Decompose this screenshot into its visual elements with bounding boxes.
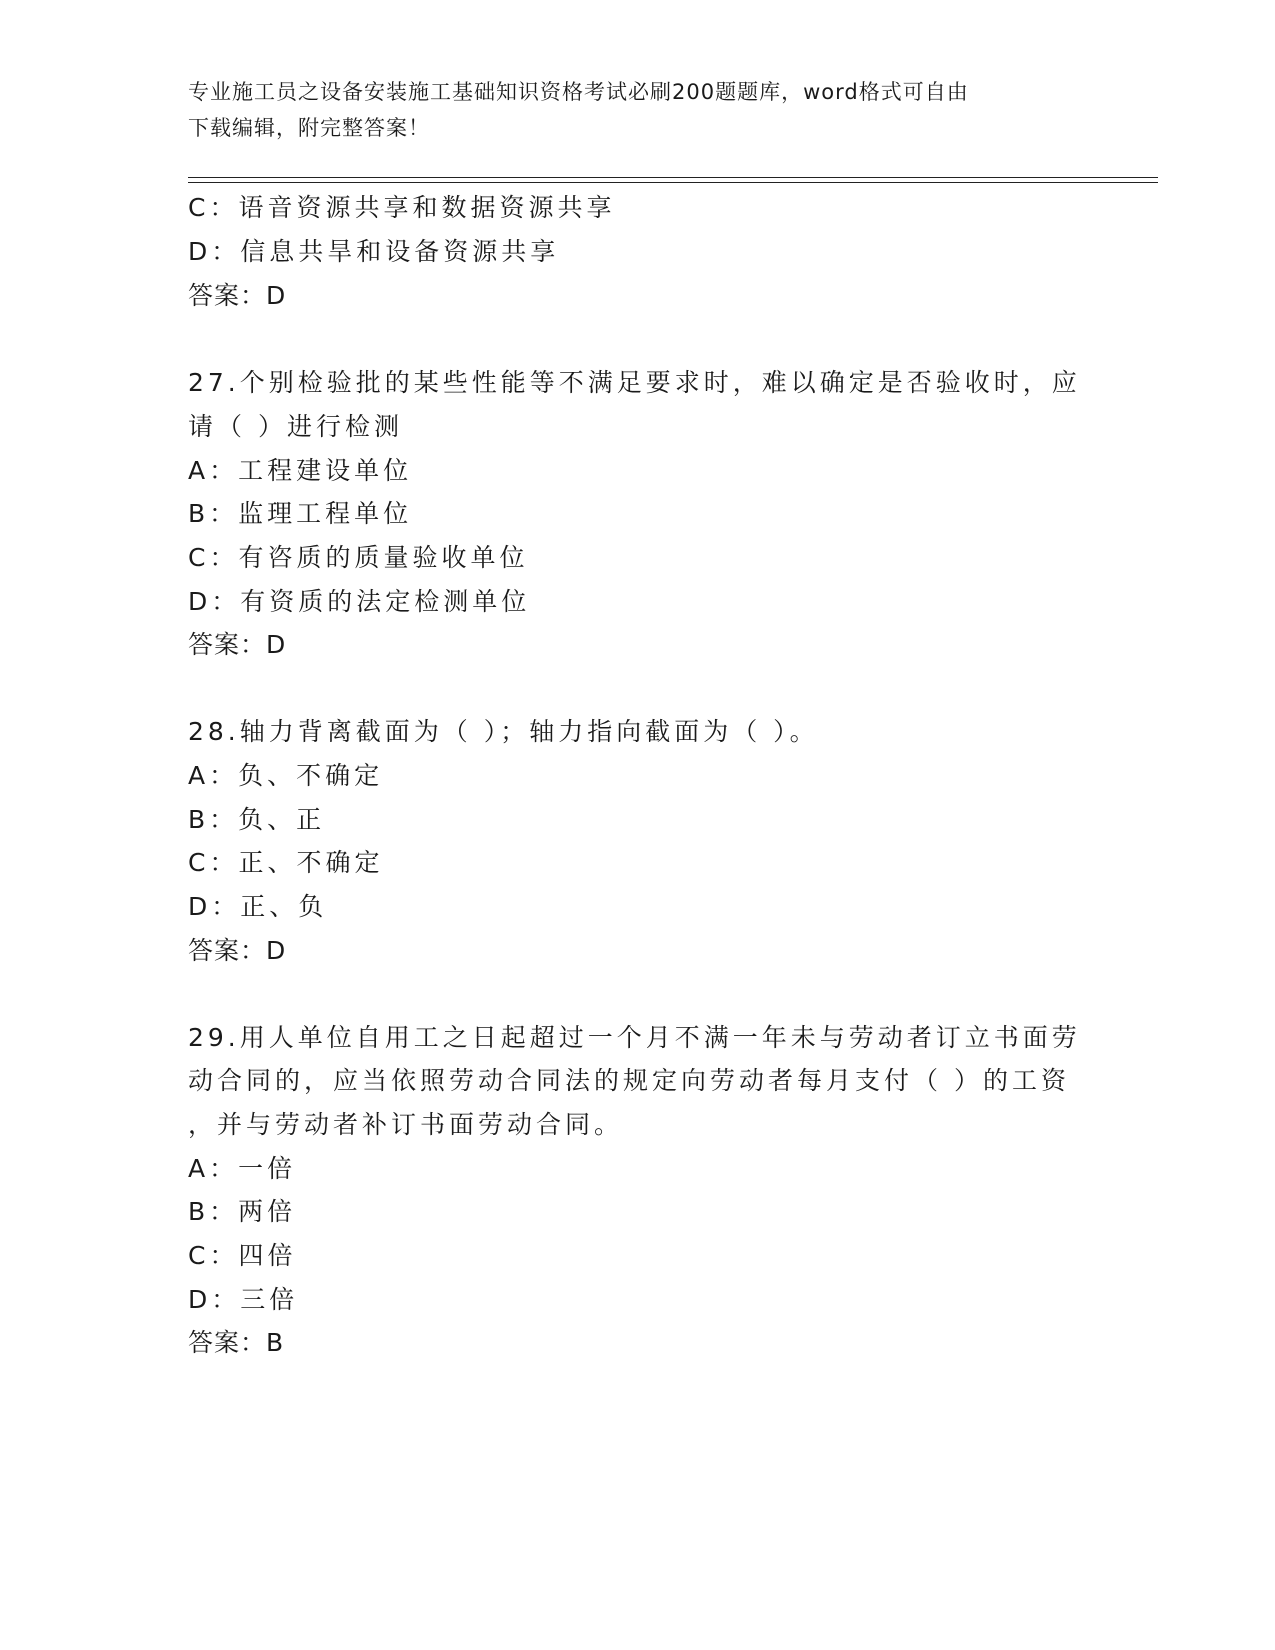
q28-option-b: B：负、正 — [188, 805, 326, 834]
q27-option-b: B：监理工程单位 — [188, 499, 413, 528]
q27-answer: 答案：D — [188, 630, 287, 659]
q28-answer: 答案：D — [188, 936, 287, 965]
q27-stem-line-2: 请（ ）进行检测 — [188, 412, 403, 441]
header-line-1: 专业施工员之设备安装施工基础知识资格考试必刷200题题库，word格式可自由 — [188, 80, 969, 104]
document-header — [188, 74, 1068, 146]
q29-option-d: D：三倍 — [188, 1285, 299, 1314]
q28-option-a: A：负、不确定 — [188, 761, 384, 790]
q28-option-c: C：正、不确定 — [188, 848, 384, 877]
q27-option-d: D：有资质的法定检测单位 — [188, 587, 531, 616]
q29-option-a: A：一倍 — [188, 1154, 297, 1183]
q28-stem-line-1: 28.轴力背离截面为（ ）；轴力指向截面为（ ）。 — [188, 717, 819, 746]
header-rule-top — [188, 177, 1158, 178]
q29-option-c: C：四倍 — [188, 1241, 297, 1270]
q26-answer: 答案：D — [188, 281, 287, 310]
q29-stem-line-2: 动合同的，应当依照劳动合同法的规定向劳动者每月支付（ ）的工资 — [188, 1066, 1070, 1095]
q27-option-c: C：有咨质的质量验收单位 — [188, 543, 529, 572]
q29-stem-line-3: ，并与劳动者补订书面劳动合同。 — [188, 1110, 624, 1139]
q29-option-b: B：两倍 — [188, 1197, 297, 1226]
q29-stem-line-1: 29.用人单位自用工之日起超过一个月不满一年未与劳动者订立书面劳 — [188, 1023, 1081, 1052]
q26-option-c: C：语音资源共享和数据资源共享 — [188, 193, 616, 222]
q26-option-d: D：信息共旱和设备资源共享 — [188, 237, 560, 266]
q28-option-d: D：正、负 — [188, 892, 328, 921]
header-line-2: 下载编辑，附完整答案！ — [188, 116, 430, 140]
header-rule-bottom — [188, 182, 1158, 183]
q27-option-a: A：工程建设单位 — [188, 456, 413, 485]
q27-stem-line-1: 27.个别检验批的某些性能等不满足要求时，难以确定是否验收时，应 — [188, 368, 1081, 397]
q29-answer: 答案：B — [188, 1328, 285, 1357]
